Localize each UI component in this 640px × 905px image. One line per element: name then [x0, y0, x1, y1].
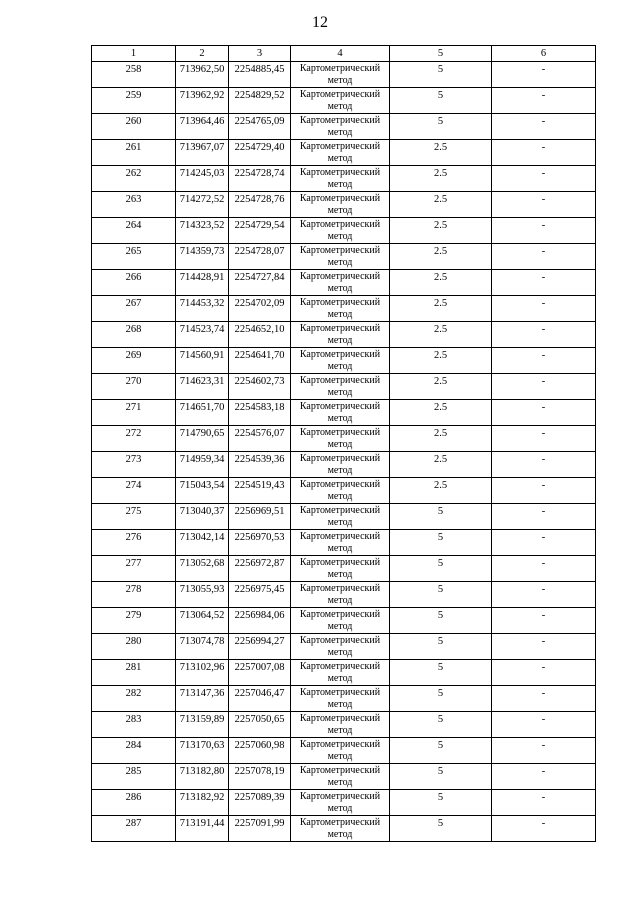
method-line-2: метод — [327, 672, 353, 684]
column-header-5: 5 — [390, 46, 492, 62]
x-coordinate-cell: 713055,93 — [176, 582, 229, 608]
accuracy-cell: 5 — [390, 504, 492, 530]
method-line-1: Картометрический — [299, 297, 381, 308]
method-line-1: Картометрический — [299, 115, 381, 126]
method-line-1: Картометрический — [299, 635, 381, 646]
accuracy-cell: 2.5 — [390, 374, 492, 400]
table-row — [92, 556, 596, 582]
x-coordinate-cell: 714245,03 — [176, 166, 229, 192]
point-number-cell: 280 — [92, 634, 176, 660]
y-coordinate-cell: 2254539,36 — [229, 452, 291, 478]
point-number-cell: 276 — [92, 530, 176, 556]
note-cell: - — [492, 452, 596, 478]
note-cell: - — [492, 790, 596, 816]
x-coordinate-cell: 713964,46 — [176, 114, 229, 140]
x-coordinate-cell: 713147,36 — [176, 686, 229, 712]
y-coordinate-cell: 2256975,45 — [229, 582, 291, 608]
accuracy-cell: 5 — [390, 712, 492, 738]
point-number-cell: 261 — [92, 140, 176, 166]
x-coordinate-cell: 714959,34 — [176, 452, 229, 478]
point-number-cell: 258 — [92, 62, 176, 88]
method-line-1: Картометрический — [299, 89, 381, 100]
x-coordinate-cell: 714428,91 — [176, 270, 229, 296]
method-cell — [291, 790, 390, 816]
point-number-cell: 272 — [92, 426, 176, 452]
method-line-2: метод — [327, 828, 353, 840]
page-number: 12 — [312, 14, 328, 31]
method-cell — [291, 452, 390, 478]
method-line-2: метод — [327, 438, 353, 450]
method-line-1: Картометрический — [299, 167, 381, 178]
method-line-1: Картометрический — [299, 557, 381, 568]
table-row — [92, 140, 596, 166]
method-cell — [291, 556, 390, 582]
accuracy-cell: 2.5 — [390, 478, 492, 504]
note-cell: - — [492, 374, 596, 400]
method-line-1: Картометрический — [299, 401, 381, 412]
accuracy-cell: 5 — [390, 608, 492, 634]
y-coordinate-cell: 2254583,18 — [229, 400, 291, 426]
table-row — [92, 244, 596, 270]
method-cell — [291, 660, 390, 686]
point-number-cell: 279 — [92, 608, 176, 634]
method-cell — [291, 296, 390, 322]
x-coordinate-cell: 713074,78 — [176, 634, 229, 660]
table-header-row — [92, 46, 596, 62]
note-cell: - — [492, 712, 596, 738]
method-line-2: метод — [327, 230, 353, 242]
method-cell — [291, 478, 390, 504]
method-line-2: метод — [327, 282, 353, 294]
x-coordinate-cell: 713962,50 — [176, 62, 229, 88]
method-line-2: метод — [327, 334, 353, 346]
point-number-cell: 274 — [92, 478, 176, 504]
accuracy-cell: 5 — [390, 582, 492, 608]
method-line-1: Картометрический — [299, 505, 381, 516]
note-cell: - — [492, 348, 596, 374]
x-coordinate-cell: 714323,52 — [176, 218, 229, 244]
table-row — [92, 114, 596, 140]
accuracy-cell: 2.5 — [390, 166, 492, 192]
y-coordinate-cell: 2257046,47 — [229, 686, 291, 712]
method-cell — [291, 140, 390, 166]
x-coordinate-cell: 713064,52 — [176, 608, 229, 634]
accuracy-cell: 5 — [390, 114, 492, 140]
method-line-2: метод — [327, 360, 353, 372]
point-number-cell: 269 — [92, 348, 176, 374]
method-cell — [291, 400, 390, 426]
table-row — [92, 166, 596, 192]
x-coordinate-cell: 713182,92 — [176, 790, 229, 816]
y-coordinate-cell: 2254519,43 — [229, 478, 291, 504]
note-cell: - — [492, 634, 596, 660]
method-line-2: метод — [327, 256, 353, 268]
method-line-1: Картометрический — [299, 609, 381, 620]
point-number-cell: 283 — [92, 712, 176, 738]
method-line-1: Картометрический — [299, 63, 381, 74]
method-cell — [291, 270, 390, 296]
x-coordinate-cell: 714560,91 — [176, 348, 229, 374]
accuracy-cell: 5 — [390, 556, 492, 582]
note-cell: - — [492, 140, 596, 166]
table-row — [92, 296, 596, 322]
point-number-cell: 277 — [92, 556, 176, 582]
method-line-1: Картометрический — [299, 739, 381, 750]
x-coordinate-cell: 713962,92 — [176, 88, 229, 114]
method-cell — [291, 608, 390, 634]
method-cell — [291, 738, 390, 764]
column-header-3: 3 — [229, 46, 291, 62]
x-coordinate-cell: 715043,54 — [176, 478, 229, 504]
method-line-1: Картометрический — [299, 219, 381, 230]
table-row — [92, 608, 596, 634]
note-cell: - — [492, 296, 596, 322]
method-line-1: Картометрический — [299, 141, 381, 152]
x-coordinate-cell: 713052,68 — [176, 556, 229, 582]
point-number-cell: 278 — [92, 582, 176, 608]
method-line-1: Картометрический — [299, 479, 381, 490]
accuracy-cell: 2.5 — [390, 270, 492, 296]
note-cell: - — [492, 816, 596, 842]
x-coordinate-cell: 713967,07 — [176, 140, 229, 166]
accuracy-cell: 5 — [390, 530, 492, 556]
point-number-cell: 275 — [92, 504, 176, 530]
method-line-1: Картометрический — [299, 375, 381, 386]
point-number-cell: 259 — [92, 88, 176, 114]
method-line-1: Картометрический — [299, 453, 381, 464]
method-cell — [291, 686, 390, 712]
method-line-2: метод — [327, 178, 353, 190]
point-number-cell: 266 — [92, 270, 176, 296]
method-cell — [291, 166, 390, 192]
note-cell: - — [492, 530, 596, 556]
accuracy-cell: 5 — [390, 660, 492, 686]
accuracy-cell: 2.5 — [390, 322, 492, 348]
method-cell — [291, 88, 390, 114]
method-cell — [291, 192, 390, 218]
method-line-2: метод — [327, 308, 353, 320]
y-coordinate-cell: 2257007,08 — [229, 660, 291, 686]
y-coordinate-cell: 2254727,84 — [229, 270, 291, 296]
table-row — [92, 374, 596, 400]
y-coordinate-cell: 2257089,39 — [229, 790, 291, 816]
point-number-cell: 270 — [92, 374, 176, 400]
method-line-2: метод — [327, 490, 353, 502]
method-line-1: Картометрический — [299, 427, 381, 438]
table-row — [92, 790, 596, 816]
accuracy-cell: 2.5 — [390, 192, 492, 218]
method-line-1: Картометрический — [299, 271, 381, 282]
table-row — [92, 478, 596, 504]
y-coordinate-cell: 2256984,06 — [229, 608, 291, 634]
accuracy-cell: 2.5 — [390, 296, 492, 322]
method-line-2: метод — [327, 802, 353, 814]
method-line-2: метод — [327, 620, 353, 632]
x-coordinate-cell: 714453,32 — [176, 296, 229, 322]
table-row — [92, 660, 596, 686]
note-cell: - — [492, 114, 596, 140]
note-cell: - — [492, 738, 596, 764]
point-number-cell: 271 — [92, 400, 176, 426]
table-row — [92, 582, 596, 608]
note-cell: - — [492, 556, 596, 582]
method-cell — [291, 504, 390, 530]
y-coordinate-cell: 2256969,51 — [229, 504, 291, 530]
method-line-2: метод — [327, 724, 353, 736]
method-line-2: метод — [327, 152, 353, 164]
note-cell: - — [492, 478, 596, 504]
table-row — [92, 634, 596, 660]
coordinates-table — [91, 45, 596, 842]
table-row — [92, 348, 596, 374]
note-cell: - — [492, 608, 596, 634]
point-number-cell: 264 — [92, 218, 176, 244]
method-line-2: метод — [327, 698, 353, 710]
note-cell: - — [492, 270, 596, 296]
table-row — [92, 62, 596, 88]
x-coordinate-cell: 713040,37 — [176, 504, 229, 530]
y-coordinate-cell: 2254728,07 — [229, 244, 291, 270]
table-row — [92, 426, 596, 452]
accuracy-cell: 5 — [390, 738, 492, 764]
method-line-2: метод — [327, 204, 353, 216]
table-row — [92, 192, 596, 218]
method-cell — [291, 582, 390, 608]
method-cell — [291, 322, 390, 348]
column-header-6: 6 — [492, 46, 596, 62]
point-number-cell: 260 — [92, 114, 176, 140]
note-cell: - — [492, 582, 596, 608]
method-line-2: метод — [327, 74, 353, 86]
note-cell: - — [492, 88, 596, 114]
method-line-2: метод — [327, 412, 353, 424]
note-cell: - — [492, 62, 596, 88]
accuracy-cell: 5 — [390, 634, 492, 660]
table-row — [92, 218, 596, 244]
x-coordinate-cell: 713191,44 — [176, 816, 229, 842]
method-cell — [291, 426, 390, 452]
accuracy-cell: 2.5 — [390, 426, 492, 452]
column-header-4: 4 — [291, 46, 390, 62]
accuracy-cell: 2.5 — [390, 348, 492, 374]
accuracy-cell: 2.5 — [390, 400, 492, 426]
accuracy-cell: 5 — [390, 764, 492, 790]
method-line-1: Картометрический — [299, 713, 381, 724]
method-line-2: метод — [327, 776, 353, 788]
accuracy-cell: 2.5 — [390, 140, 492, 166]
table-row — [92, 738, 596, 764]
y-coordinate-cell: 2256972,87 — [229, 556, 291, 582]
x-coordinate-cell: 714359,73 — [176, 244, 229, 270]
y-coordinate-cell: 2257091,99 — [229, 816, 291, 842]
table-body — [92, 62, 596, 842]
accuracy-cell: 2.5 — [390, 452, 492, 478]
y-coordinate-cell: 2254829,52 — [229, 88, 291, 114]
method-cell — [291, 530, 390, 556]
accuracy-cell: 5 — [390, 88, 492, 114]
table-row — [92, 686, 596, 712]
method-line-1: Картометрический — [299, 323, 381, 334]
table-row — [92, 88, 596, 114]
point-number-cell: 287 — [92, 816, 176, 842]
method-line-1: Картометрический — [299, 245, 381, 256]
method-cell — [291, 244, 390, 270]
point-number-cell: 282 — [92, 686, 176, 712]
table-row — [92, 322, 596, 348]
y-coordinate-cell: 2257060,98 — [229, 738, 291, 764]
method-cell — [291, 114, 390, 140]
x-coordinate-cell: 713170,63 — [176, 738, 229, 764]
method-line-1: Картометрический — [299, 661, 381, 672]
note-cell: - — [492, 660, 596, 686]
note-cell: - — [492, 400, 596, 426]
point-number-cell: 262 — [92, 166, 176, 192]
method-line-2: метод — [327, 386, 353, 398]
y-coordinate-cell: 2254885,45 — [229, 62, 291, 88]
method-line-1: Картометрический — [299, 583, 381, 594]
x-coordinate-cell: 713102,96 — [176, 660, 229, 686]
method-cell — [291, 348, 390, 374]
method-cell — [291, 712, 390, 738]
method-cell — [291, 218, 390, 244]
x-coordinate-cell: 714272,52 — [176, 192, 229, 218]
x-coordinate-cell: 714790,65 — [176, 426, 229, 452]
x-coordinate-cell: 714623,31 — [176, 374, 229, 400]
y-coordinate-cell: 2254729,54 — [229, 218, 291, 244]
y-coordinate-cell: 2254641,70 — [229, 348, 291, 374]
table-row — [92, 504, 596, 530]
accuracy-cell: 5 — [390, 686, 492, 712]
x-coordinate-cell: 713182,80 — [176, 764, 229, 790]
note-cell: - — [492, 504, 596, 530]
method-line-2: метод — [327, 568, 353, 580]
y-coordinate-cell: 2256994,27 — [229, 634, 291, 660]
method-cell — [291, 764, 390, 790]
accuracy-cell: 2.5 — [390, 218, 492, 244]
y-coordinate-cell: 2254765,09 — [229, 114, 291, 140]
table-row — [92, 712, 596, 738]
accuracy-cell: 2.5 — [390, 244, 492, 270]
note-cell: - — [492, 244, 596, 270]
method-line-1: Картометрический — [299, 193, 381, 204]
table-row — [92, 764, 596, 790]
y-coordinate-cell: 2257078,19 — [229, 764, 291, 790]
y-coordinate-cell: 2256970,53 — [229, 530, 291, 556]
table-row — [92, 452, 596, 478]
y-coordinate-cell: 2257050,65 — [229, 712, 291, 738]
accuracy-cell: 5 — [390, 62, 492, 88]
method-line-1: Картометрический — [299, 349, 381, 360]
point-number-cell: 286 — [92, 790, 176, 816]
column-header-1: 1 — [92, 46, 176, 62]
y-coordinate-cell: 2254576,07 — [229, 426, 291, 452]
table-row — [92, 400, 596, 426]
method-line-2: метод — [327, 542, 353, 554]
point-number-cell: 268 — [92, 322, 176, 348]
note-cell: - — [492, 686, 596, 712]
x-coordinate-cell: 713159,89 — [176, 712, 229, 738]
point-number-cell: 285 — [92, 764, 176, 790]
note-cell: - — [492, 322, 596, 348]
note-cell: - — [492, 764, 596, 790]
y-coordinate-cell: 2254728,76 — [229, 192, 291, 218]
method-cell — [291, 374, 390, 400]
method-line-2: метод — [327, 750, 353, 762]
method-line-2: метод — [327, 516, 353, 528]
point-number-cell: 263 — [92, 192, 176, 218]
method-cell — [291, 816, 390, 842]
column-header-2: 2 — [176, 46, 229, 62]
method-line-2: метод — [327, 100, 353, 112]
method-line-1: Картометрический — [299, 765, 381, 776]
table-row — [92, 270, 596, 296]
point-number-cell: 267 — [92, 296, 176, 322]
accuracy-cell: 5 — [390, 790, 492, 816]
y-coordinate-cell: 2254728,74 — [229, 166, 291, 192]
accuracy-cell: 5 — [390, 816, 492, 842]
y-coordinate-cell: 2254702,09 — [229, 296, 291, 322]
point-number-cell: 265 — [92, 244, 176, 270]
method-line-1: Картометрический — [299, 817, 381, 828]
x-coordinate-cell: 714651,70 — [176, 400, 229, 426]
note-cell: - — [492, 426, 596, 452]
method-line-1: Картометрический — [299, 791, 381, 802]
method-line-2: метод — [327, 126, 353, 138]
method-line-2: метод — [327, 646, 353, 658]
note-cell: - — [492, 218, 596, 244]
method-line-2: метод — [327, 594, 353, 606]
y-coordinate-cell: 2254729,40 — [229, 140, 291, 166]
note-cell: - — [492, 166, 596, 192]
note-cell: - — [492, 192, 596, 218]
table-row — [92, 530, 596, 556]
method-line-1: Картометрический — [299, 687, 381, 698]
point-number-cell: 281 — [92, 660, 176, 686]
method-cell — [291, 62, 390, 88]
y-coordinate-cell: 2254652,10 — [229, 322, 291, 348]
method-cell — [291, 634, 390, 660]
point-number-cell: 284 — [92, 738, 176, 764]
method-line-1: Картометрический — [299, 531, 381, 542]
method-line-2: метод — [327, 464, 353, 476]
table-row — [92, 816, 596, 842]
y-coordinate-cell: 2254602,73 — [229, 374, 291, 400]
x-coordinate-cell: 713042,14 — [176, 530, 229, 556]
point-number-cell: 273 — [92, 452, 176, 478]
x-coordinate-cell: 714523,74 — [176, 322, 229, 348]
